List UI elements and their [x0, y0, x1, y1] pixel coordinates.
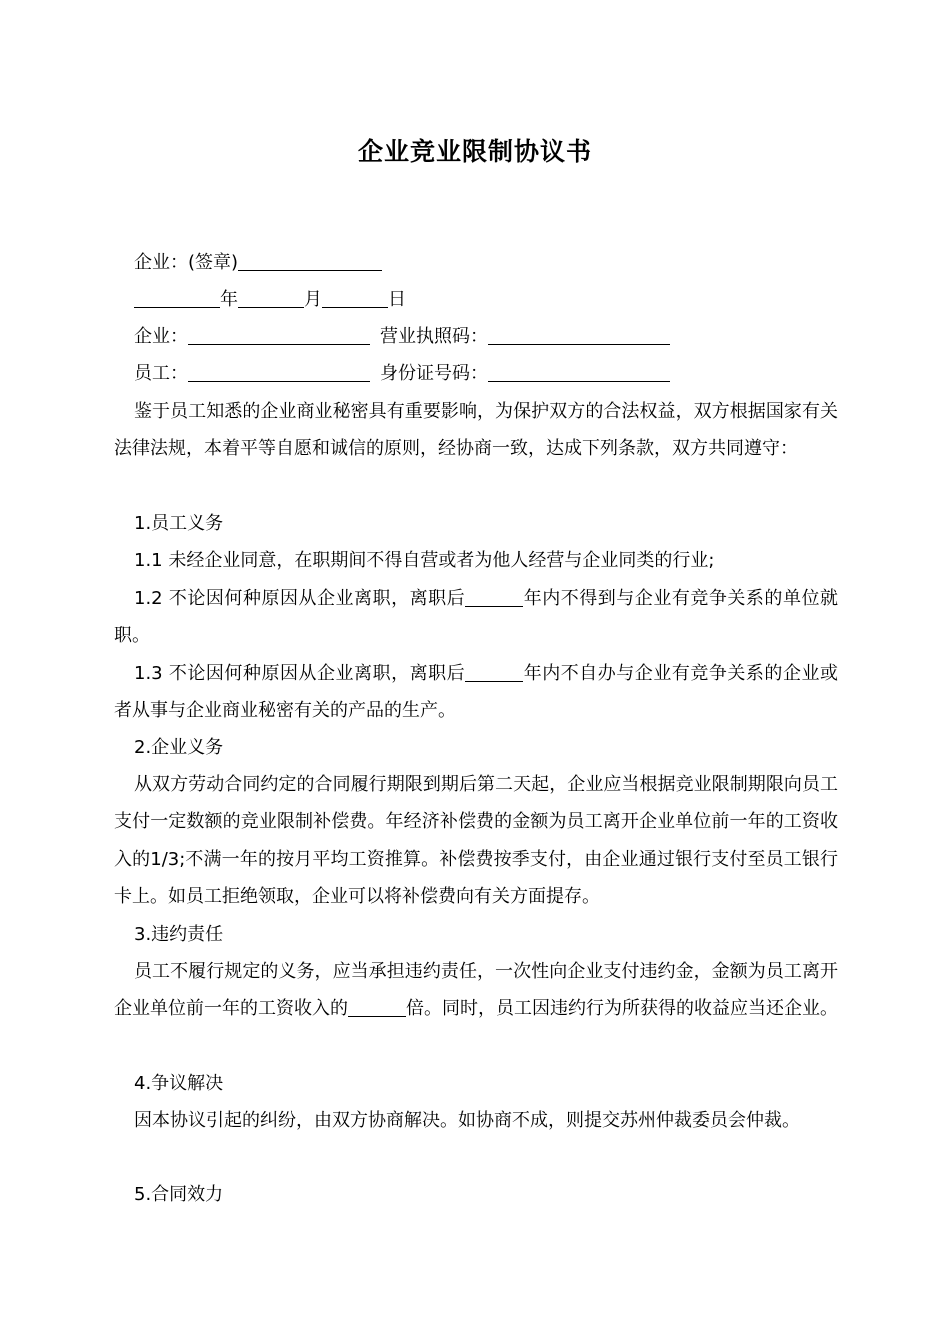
company-name-blank [188, 324, 370, 345]
section-4-body: 因本协议引起的纠纷，由双方协商解决。如协商不成，则提交苏州仲裁委员会仲裁。 [134, 1110, 800, 1131]
clause-1-3-part-b: 年内不自办与企业有竞争关系的企业或者从事与企业商业秘密有关的产品的生产。 [114, 663, 838, 722]
id-label: 身份证号码： [380, 363, 488, 384]
section-4-heading: 4.争议解决 [134, 1073, 224, 1094]
section-2-body: 从双方劳动合同约定的合同履行期限到期后第二天起，企业应当根据竞业限制期限向员工支付一定数额的竞业限制补偿费。年经济补偿费的金额为员工离开企业单位前一年的工资收入的1/3;不满一年的按月平均工资推算。补偿费按季支付，由企业通过银行支付至员工银行卡上。如员工拒绝领取，企业可以将补偿费向有关方面提存。 [114, 774, 838, 907]
company-label: 企业： [134, 326, 188, 347]
license-blank [488, 324, 670, 345]
company-signature-line [134, 244, 382, 281]
clause-1-2-part-a: 1.2 不论因何种原因从企业离职，离职后 [134, 588, 466, 609]
section-3-body [114, 953, 838, 1028]
employee-info-line [134, 355, 670, 392]
company-sign-label: 企业：(签章) [134, 252, 239, 273]
clause-1-1: 1.1 未经企业同意，在职期间不得自营或者为他人经营与企业同类的行业; [134, 550, 715, 571]
section-3-heading: 3.违约责任 [134, 924, 224, 945]
signature-blank [238, 250, 382, 271]
section-1-heading: 1.员工义务 [134, 513, 224, 534]
section-5-heading: 5.合同效力 [134, 1184, 224, 1205]
day-label: 日 [388, 289, 406, 310]
multiplier-blank [348, 996, 406, 1017]
section-2-heading: 2.企业义务 [134, 737, 224, 758]
year-label: 年 [220, 289, 238, 310]
clause-1-2-part-b: 年内不得到与企业有竞争关系的单位就职。 [114, 588, 838, 647]
date-line [134, 281, 406, 318]
employee-label: 员工： [134, 363, 188, 384]
section-3-body-part-b: 倍。同时，员工因违约行为所获得的收益应当还企业。 [406, 998, 838, 1020]
month-blank [238, 287, 304, 308]
id-blank [488, 361, 670, 382]
intro-paragraph: 鉴于员工知悉的企业商业秘密具有重要影响，为保护双方的合法权益，双方根据国家有关法律法规，本着平等自愿和诚信的原则，经协商一致，达成下列条款，双方共同遵守： [114, 401, 838, 460]
years-blank [465, 661, 523, 682]
document-title: 企业竞业限制协议书 [357, 137, 592, 166]
company-info-line [134, 318, 670, 355]
clause-1-2 [114, 580, 838, 655]
section-3-body-part-a: 员工不履行规定的义务，应当承担违约责任，一次性向企业支付违约金，金额为员工离开企业单位前一年的工资收入的 [114, 961, 838, 1020]
year-blank [134, 287, 220, 308]
clause-1-3-part-a: 1.3 不论因何种原因从企业离职，离职后 [134, 663, 466, 684]
years-blank [465, 586, 523, 607]
clause-1-3 [114, 655, 838, 730]
employee-name-blank [188, 361, 370, 382]
month-label: 月 [304, 289, 322, 310]
license-label: 营业执照码： [380, 326, 488, 347]
day-blank [322, 287, 388, 308]
